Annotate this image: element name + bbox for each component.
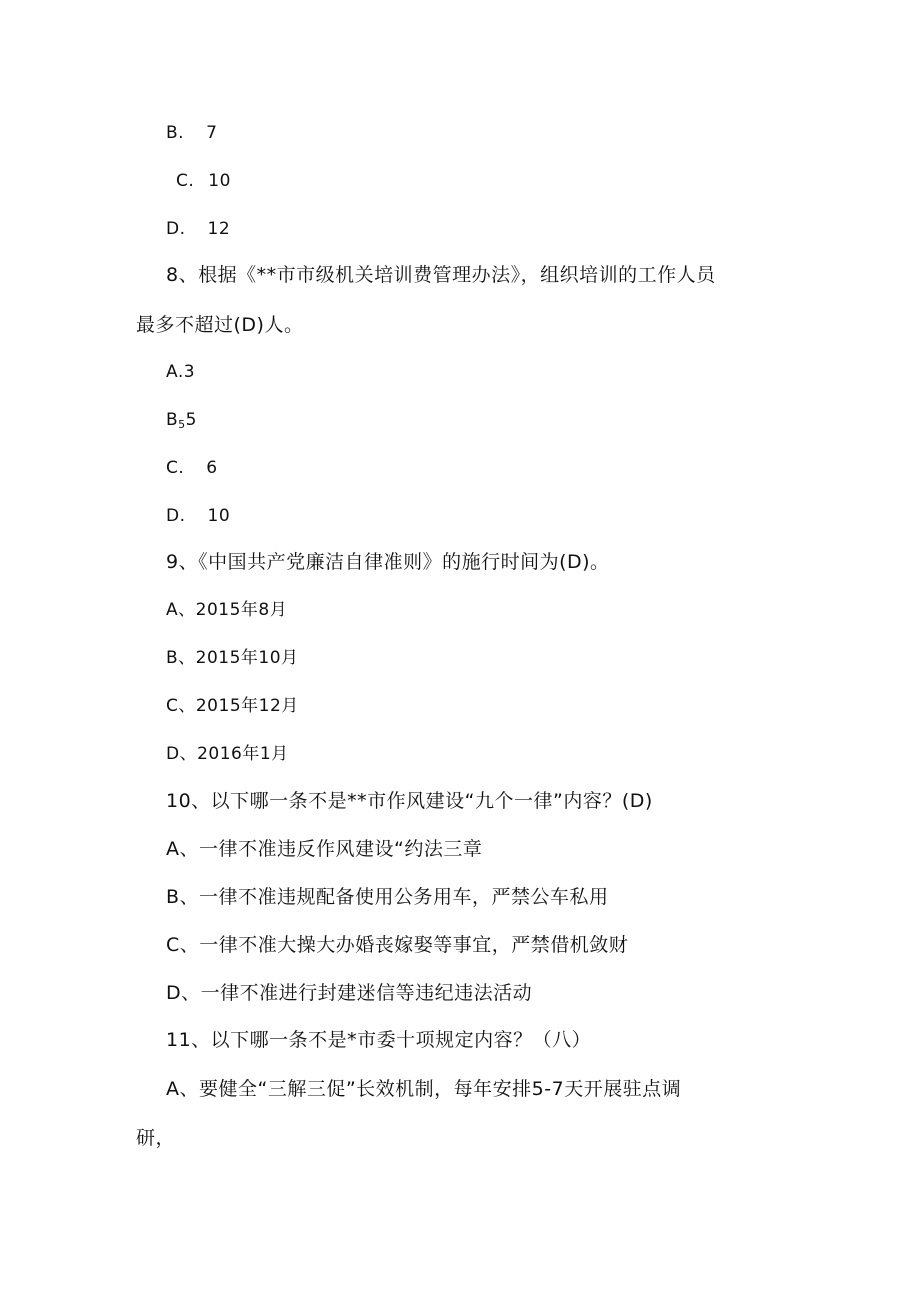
- q10-option-d: D、一律不准进行封建迷信等违纪违法活动: [166, 982, 533, 1004]
- q10-stem: 10、以下哪一条不是**市作风建设“九个一律”内容？(D): [166, 790, 653, 812]
- q11-option-a-line1: A、要健全“三解三促”长效机制，每年安排5-7天开展驻点调: [166, 1078, 682, 1100]
- q8-stem-line2: 最多不超过(D)人。: [136, 314, 304, 336]
- q11-stem: 11、以下哪一条不是*市委十项规定内容？（八）: [166, 1029, 592, 1051]
- q8-option-d: [166, 503, 230, 529]
- q11-option-a-line2: 研，: [136, 1127, 176, 1149]
- q8-option-a: A.3: [166, 362, 196, 382]
- option-value: 6: [206, 458, 218, 478]
- q9-stem: 9、《中国共产党廉洁自律准则》的施行时间为(D)。: [166, 551, 610, 573]
- q9-option-c: C、2015年12月: [166, 696, 299, 716]
- q7-option-d: [166, 216, 230, 242]
- option-value: 7: [206, 123, 218, 143]
- option-value: 5: [185, 410, 197, 430]
- option-value: 12: [207, 219, 231, 239]
- q7-option-b: [166, 120, 217, 146]
- option-letter: D.: [166, 506, 186, 526]
- q7-option-c: [176, 168, 231, 194]
- q9-option-d: D、2016年1月: [166, 744, 289, 764]
- option-letter: C.: [166, 458, 185, 478]
- q9-option-a: A、2015年8月: [166, 600, 288, 620]
- q10-option-c: C、一律不准大操大办婚丧嫁娶等事宜，严禁借机敛财: [166, 934, 629, 956]
- q8-option-b: [166, 407, 197, 438]
- option-letter: C.: [176, 171, 195, 191]
- option-letter: D.: [166, 219, 186, 239]
- q8-option-c: [166, 455, 218, 481]
- option-letter: B.: [166, 123, 185, 143]
- option-value: 10: [208, 171, 231, 191]
- q10-option-a: A、一律不准违反作风建设“约法三章: [166, 838, 483, 860]
- option-value: 10: [207, 506, 231, 526]
- q9-option-b: B、2015年10月: [166, 648, 299, 668]
- option-subscript: 5: [178, 418, 186, 431]
- q10-option-b: B、一律不准违规配备使用公务用车，严禁公车私用: [166, 886, 609, 908]
- q8-stem-line1: 8、根据《**市市级机关培训费管理办法》，组织培训的工作人员: [166, 264, 716, 286]
- option-letter: B: [166, 410, 179, 430]
